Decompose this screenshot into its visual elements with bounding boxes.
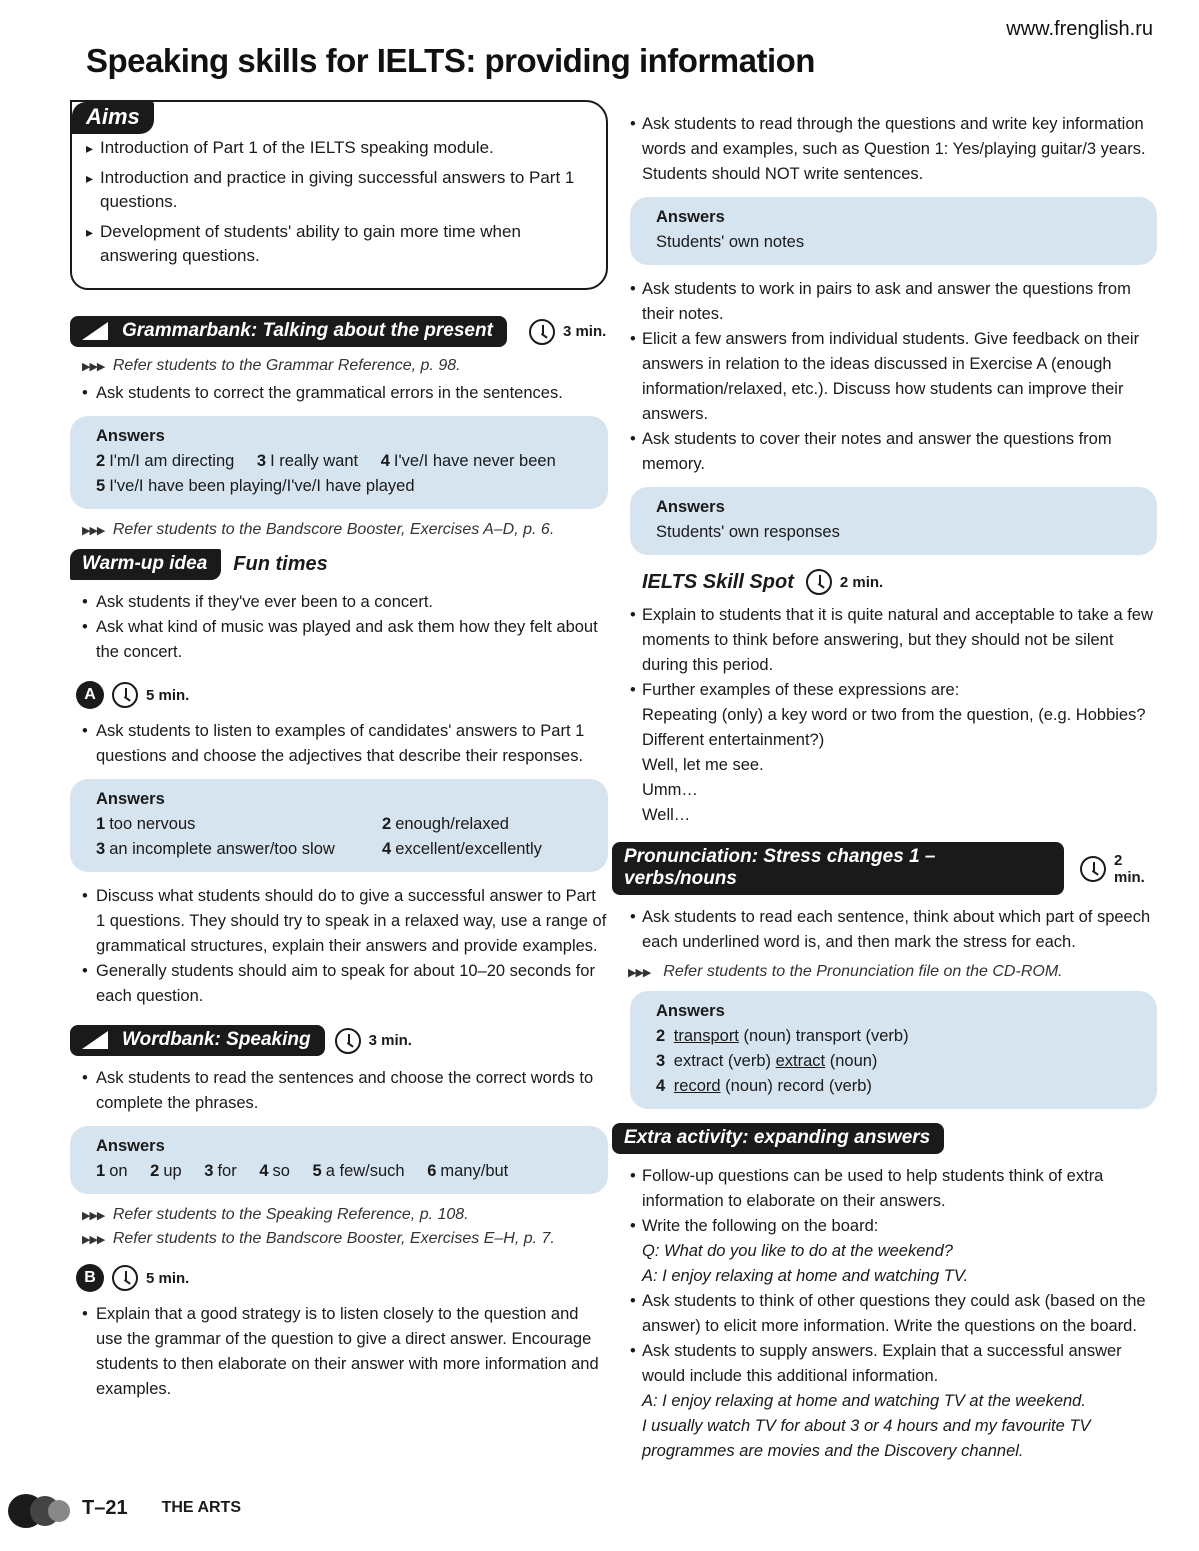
reference-note [82, 521, 608, 539]
exercise-a-time: 5 min. [146, 686, 190, 704]
bullet-item: • Explain to students that it is quite natural and acceptable to take a few moments to think before answering, but they should not be silent during this period. [612, 603, 1157, 678]
answers-label: Answers [96, 427, 165, 445]
clock-icon [529, 319, 555, 345]
skillspot-line: Umm… [642, 781, 698, 799]
skillspot-label: IELTS Skill Spot [642, 570, 794, 593]
exercise-a-answers [70, 779, 608, 872]
pencil-icon [82, 322, 108, 340]
bullet-item: • Ask students if they've ever been to a concert. [70, 590, 608, 615]
page-number: T–21 [82, 1496, 128, 1519]
bullet-item: • Ask students to think of other questions they could ask (based on the answer) to elicit more information. Write the questions on the board. [612, 1289, 1157, 1339]
bullet-item: • Ask students to correct the grammatical errors in the sentences. [70, 381, 608, 406]
bullet-item: • Ask students to read each sentence, think about which part of speech each underlined word is, and then mark the stress for each. [612, 905, 1157, 955]
arrow-icon: ▶▶▶ [82, 1210, 105, 1222]
skillspot-line: Well, let me see. [642, 756, 764, 774]
clock-icon [112, 1265, 138, 1291]
exercise-a-header [76, 681, 608, 709]
warmup-label: Warm-up idea [82, 553, 208, 574]
arrow-icon: ▶▶▶ [82, 361, 105, 373]
warmup-header [70, 549, 608, 580]
clock-icon [1080, 856, 1106, 882]
wordbank-label: Wordbank: Speaking [122, 1029, 311, 1050]
answer-item: 1 too nervous [96, 815, 196, 833]
right-answers-2 [630, 487, 1157, 555]
skillspot-header [642, 569, 1157, 595]
answers-label: Answers [656, 498, 725, 516]
left-column [70, 100, 608, 1410]
bullet-item: • Write the following on the board: [612, 1214, 1157, 1239]
wordbank-bullets [70, 1066, 608, 1116]
grammarbank-label: Grammarbank: Talking about the present [122, 320, 493, 341]
skillspot-time: 2 min. [839, 573, 884, 591]
page-title: Speaking skills for IELTS: providing information [86, 42, 815, 79]
clock-icon [335, 1028, 361, 1054]
bullet-item: • Explain that a good strategy is to listen closely to the question and use the grammar of the question to give a direct answer. Encourage students to then elaborate on their answer with more information and examples. [70, 1302, 608, 1402]
bullet-item: • Ask what kind of music was played and ask them how they felt about the concert. [70, 615, 608, 665]
bullet-item: • Ask students to listen to examples of candidates' answers to Part 1 questions and choose the adjectives that describe their responses. [70, 719, 608, 769]
footer [8, 1488, 241, 1528]
bullet-item: • Discuss what students should do to give a successful answer to Part 1 questions. They should try to speak in a relaxed way, use a range of grammatical structures, explain their answers and provide examples. [70, 884, 608, 959]
bullet-item: • Ask students to supply answers. Explain that a successful answer would include this additional information. [612, 1339, 1157, 1389]
answers-row: 3 extract (verb) extract (noun) [656, 1052, 878, 1070]
extra-header [612, 1123, 1157, 1154]
reference-note [628, 963, 1157, 981]
answers-row: 4 record (noun) record (verb) [656, 1077, 872, 1095]
reference-text: Refer students to the Speaking Reference, p. 108. [112, 1206, 469, 1223]
warmup-pill [70, 549, 221, 580]
clock-icon [112, 682, 138, 708]
right-bullets-2 [612, 277, 1157, 477]
answers-label: Answers [656, 208, 725, 226]
extra-answer: A: I enjoy relaxing at home and watching TV. [642, 1267, 969, 1285]
answer-text: Students' own responses [656, 523, 840, 541]
answers-row [96, 474, 582, 499]
answers-grid [96, 812, 582, 862]
wordbank-answers [70, 1126, 608, 1194]
extra-answer: A: I enjoy relaxing at home and watching TV at the weekend. [642, 1392, 1086, 1410]
bullet-item: • Ask students to work in pairs to ask and answer the questions from their notes. [612, 277, 1157, 327]
bullet-item: • Elicit a few answers from individual students. Give feedback on their answers in relation to the ideas discussed in Exercise A (enough information/relaxed, etc.). Discuss how students can improve their answers. [612, 327, 1157, 427]
answer-item: 6 many/but [427, 1162, 509, 1180]
bullet-item: • Generally students should aim to speak for about 10–20 seconds for each question. [70, 959, 608, 1009]
section-name: THE ARTS [161, 1499, 241, 1516]
grammarbank-time: 3 min. [562, 323, 607, 340]
exercise-b-badge: B [76, 1264, 104, 1292]
reference-note [82, 1206, 608, 1224]
answer-item: 2 I'm/I am directing [96, 452, 235, 470]
answer-item: 5 I've/I have been playing/I've/I have played [96, 477, 415, 495]
answers-label: Answers [96, 1137, 165, 1155]
pronunciation-header [612, 842, 1157, 895]
right-answers-1 [630, 197, 1157, 265]
answer-item: 4 excellent/excellently [382, 840, 542, 858]
answer-item: 4 I've/I have never been [380, 452, 556, 470]
answers-row: 2 transport (noun) transport (verb) [656, 1027, 909, 1045]
exercise-a-bullets-2 [70, 884, 608, 1009]
bullet-item: • Ask students to read through the questions and write key information words and examples, such as Question 1: Yes/playing guitar/3 years. Students should NOT write sentences. [612, 112, 1157, 187]
answer-item: 4 so [259, 1162, 290, 1180]
answer-text: Students' own notes [656, 233, 805, 251]
clock-icon [806, 569, 832, 595]
pronunciation-bullets [612, 905, 1157, 955]
page-blob-icon [8, 1488, 72, 1528]
reference-note [82, 1230, 608, 1248]
aims-item: ▸ Development of students' ability to gain more time when answering questions. [86, 220, 590, 268]
exercise-b-header [76, 1264, 608, 1292]
answers-row [96, 449, 582, 474]
answer-item: 1 on [96, 1162, 128, 1180]
aims-label: Aims [72, 102, 154, 134]
answer-item: 3 an incomplete answer/too slow [96, 840, 335, 858]
extra-pill [612, 1123, 944, 1154]
aims-list [86, 136, 590, 268]
grammarbank-answers [70, 416, 608, 509]
skillspot-line: Repeating (only) a key word or two from the question, (e.g. Hobbies? Different entertainment?) [642, 706, 1146, 749]
grammarbank-pill [70, 316, 507, 347]
aims-box [70, 100, 608, 290]
answers-row [96, 1159, 582, 1184]
pronunciation-pill [612, 842, 1064, 895]
answer-item: 2 up [150, 1162, 182, 1180]
warmup-title: Fun times [233, 553, 328, 575]
answers-label: Answers [96, 790, 165, 808]
answer-item: 3 for [204, 1162, 237, 1180]
warmup-bullets [70, 590, 608, 665]
grammarbank-bullets [70, 381, 608, 406]
arrow-icon: ▶▶▶ [628, 967, 651, 979]
skillspot-line: Well… [642, 806, 691, 824]
arrow-icon: ▶▶▶ [82, 1234, 105, 1246]
grammarbank-header [70, 316, 608, 347]
extra-label: Extra activity: expanding answers [624, 1127, 931, 1148]
answer-item: 5 a few/such [312, 1162, 405, 1180]
wordbank-time: 3 min. [368, 1032, 412, 1049]
reference-text: Refer students to the Grammar Reference, p. 98. [112, 357, 461, 374]
bullet-item: • Further examples of these expressions are: [612, 678, 1157, 703]
right-bullets-1 [612, 112, 1157, 187]
reference-text: Refer students to the Pronunciation file on the CD-ROM. [663, 963, 1063, 980]
wordbank-pill [70, 1025, 325, 1056]
right-column [612, 108, 1157, 1464]
exercise-b-bullets [70, 1302, 608, 1402]
exercise-a-bullets [70, 719, 608, 769]
extra-bullets-2 [612, 1289, 1157, 1389]
pronunciation-label: Pronunciation: Stress changes 1 – verbs/nouns [624, 846, 936, 889]
reference-text: Refer students to the Bandscore Booster, Exercises E–H, p. 7. [112, 1230, 555, 1247]
bullet-item: • Follow-up questions can be used to help students think of extra information to elaborate on their answers. [612, 1164, 1157, 1214]
aims-item: ▸ Introduction of Part 1 of the IELTS speaking module. [86, 136, 590, 160]
pronunciation-answers [630, 991, 1157, 1109]
extra-bullets [612, 1164, 1157, 1239]
wordbank-header [70, 1025, 608, 1056]
bullet-item: • Ask students to read the sentences and choose the correct words to complete the phrases. [70, 1066, 608, 1116]
answer-item: 2 enough/relaxed [382, 815, 509, 833]
exercise-a-badge: A [76, 681, 104, 709]
bullet-item: • Ask students to cover their notes and answer the questions from memory. [612, 427, 1157, 477]
pencil-icon [82, 1031, 108, 1049]
aims-item: ▸ Introduction and practice in giving successful answers to Part 1 questions. [86, 166, 590, 214]
site-url: www.frenglish.ru [1006, 18, 1153, 40]
arrow-icon: ▶▶▶ [82, 525, 105, 537]
reference-note [82, 357, 608, 375]
exercise-b-time: 5 min. [146, 1269, 190, 1287]
answers-label: Answers [656, 1002, 725, 1020]
answer-item: 3 I really want [256, 452, 359, 470]
extra-question: Q: What do you like to do at the weekend? [642, 1242, 953, 1260]
pronunciation-time: 2 min. [1114, 851, 1145, 886]
skillspot-bullets [612, 603, 1157, 703]
reference-text: Refer students to the Bandscore Booster, Exercises A–D, p. 6. [112, 521, 555, 538]
extra-answer: I usually watch TV for about 3 or 4 hours and my favourite TV programmes are movies and the Discovery channel. [642, 1417, 1091, 1460]
